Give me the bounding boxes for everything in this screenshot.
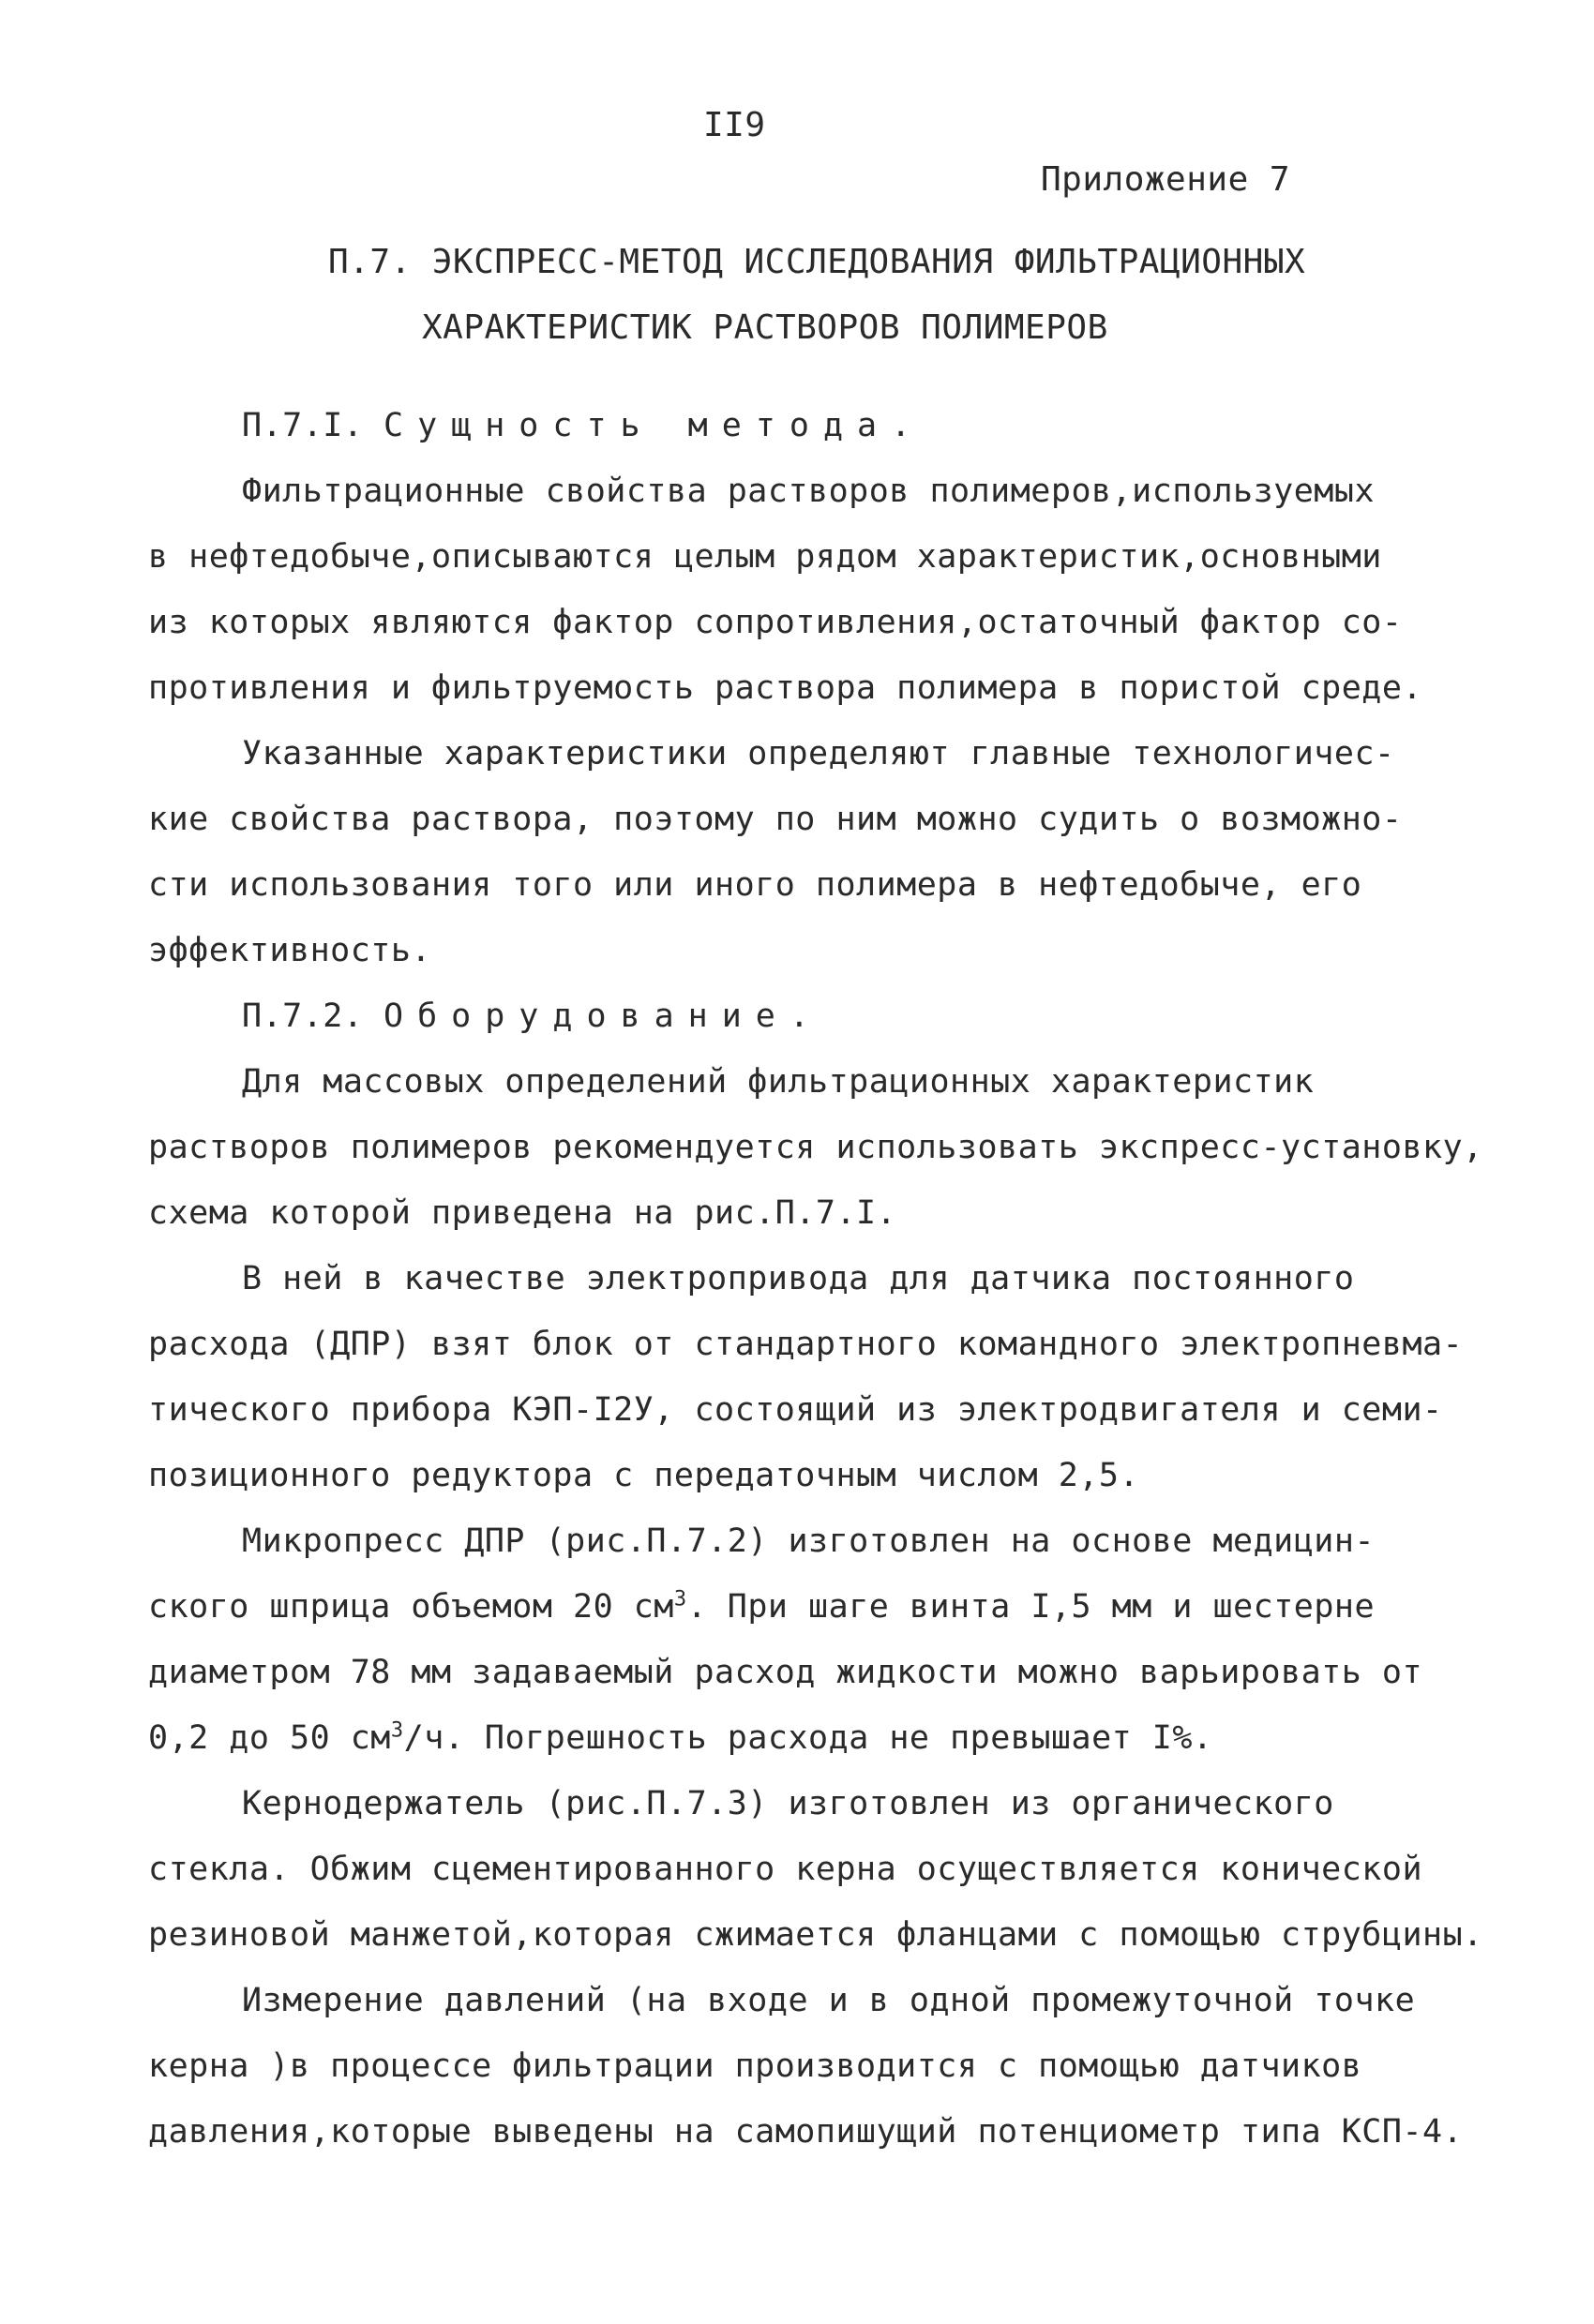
text-line: противления и фильтруемость раствора полимера в пористой среде. <box>148 669 1423 707</box>
text-line: стекла. Обжим сцементированного керна осуществляется конической <box>148 1851 1423 1888</box>
title-line-2: ХАРАКТЕРИСТИК РАСТВОРОВ ПОЛИМЕРОВ <box>422 308 1108 347</box>
section-1-heading <box>242 405 925 446</box>
text-fragment: /ч. Погрешность расхода не превышает I%. <box>403 1719 1213 1757</box>
appendix-label: Приложение 7 <box>1041 160 1291 199</box>
text-line: растворов полимеров рекомендуется использовать экспресс-установку, <box>148 1129 1483 1166</box>
text-line: Фильтрационные свойства растворов полимеров,используемых <box>242 472 1376 510</box>
text-line <box>148 1586 1375 1627</box>
text-fragment: 0,2 до 50 см <box>148 1719 391 1757</box>
section-2-title: Оборудование. <box>383 997 823 1035</box>
section-2-heading <box>242 996 823 1037</box>
text-line: Измерение давлений (на входе и в одной промежуточной точке <box>242 1982 1416 2019</box>
title-line-1: П.7. ЭКСПРЕСС-МЕТОД ИССЛЕДОВАНИЯ ФИЛЬТРАЦИОННЫХ <box>328 243 1306 281</box>
text-fragment: . При шаге винта I,5 мм и шестерне <box>686 1588 1376 1626</box>
section-1-number: П.7.I. <box>242 407 364 444</box>
text-line: тического прибора КЭП-I2У, состоящий из электродвигателя и семи- <box>148 1391 1443 1429</box>
text-fragment: ского шприца объемом 20 см <box>148 1588 674 1626</box>
section-2-number: П.7.2. <box>242 997 364 1035</box>
text-line: В ней в качестве электропривода для датчика постоянного <box>242 1260 1355 1297</box>
text-line: Микропресс ДПР (рис.П.7.2) изготовлен на основе медицин- <box>242 1522 1376 1560</box>
text-line: диаметром 78 мм задаваемый расход жидкости можно варьировать от <box>148 1654 1423 1691</box>
superscript: 3 <box>673 1587 687 1612</box>
text-line <box>148 1717 1213 1759</box>
text-line: позиционного редуктора с передаточным числом 2,5. <box>148 1457 1140 1494</box>
text-line: расхода (ДПР) взят блок от стандартного командного электропневма- <box>148 1326 1464 1363</box>
text-line: керна )в процессе фильтрации производится с помощью датчиков <box>148 2047 1362 2085</box>
text-line: схема которой приведена на рис.П.7.I. <box>148 1194 897 1232</box>
page-number: II9 <box>703 106 766 144</box>
section-1-title: Сущность метода. <box>383 407 925 444</box>
text-line: Указанные характеристики определяют главные технологичес- <box>242 735 1395 772</box>
text-line: кие свойства раствора, поэтому по ним можно судить о возможно- <box>148 801 1403 838</box>
text-line: резиновой манжетой,которая сжимается фланцами с помощью струбцины. <box>148 1916 1483 1954</box>
text-line: Кернодержатель (рис.П.7.3) изготовлен из органического <box>242 1785 1334 1822</box>
text-line: давления,которые выведены на самопишущий потенциометр типа КСП-4. <box>148 2113 1464 2151</box>
text-line: Для массовых определений фильтрационных характеристик <box>242 1063 1315 1101</box>
text-line: из которых являются фактор сопротивления,остаточный фактор со- <box>148 604 1403 641</box>
text-line: в нефтедобыче,описываются целым рядом характеристик,основными <box>148 538 1382 576</box>
text-line: сти использования того или иного полимера в нефтедобыче, его <box>148 866 1362 904</box>
superscript: 3 <box>390 1718 404 1743</box>
text-line: эффективность. <box>148 932 432 969</box>
